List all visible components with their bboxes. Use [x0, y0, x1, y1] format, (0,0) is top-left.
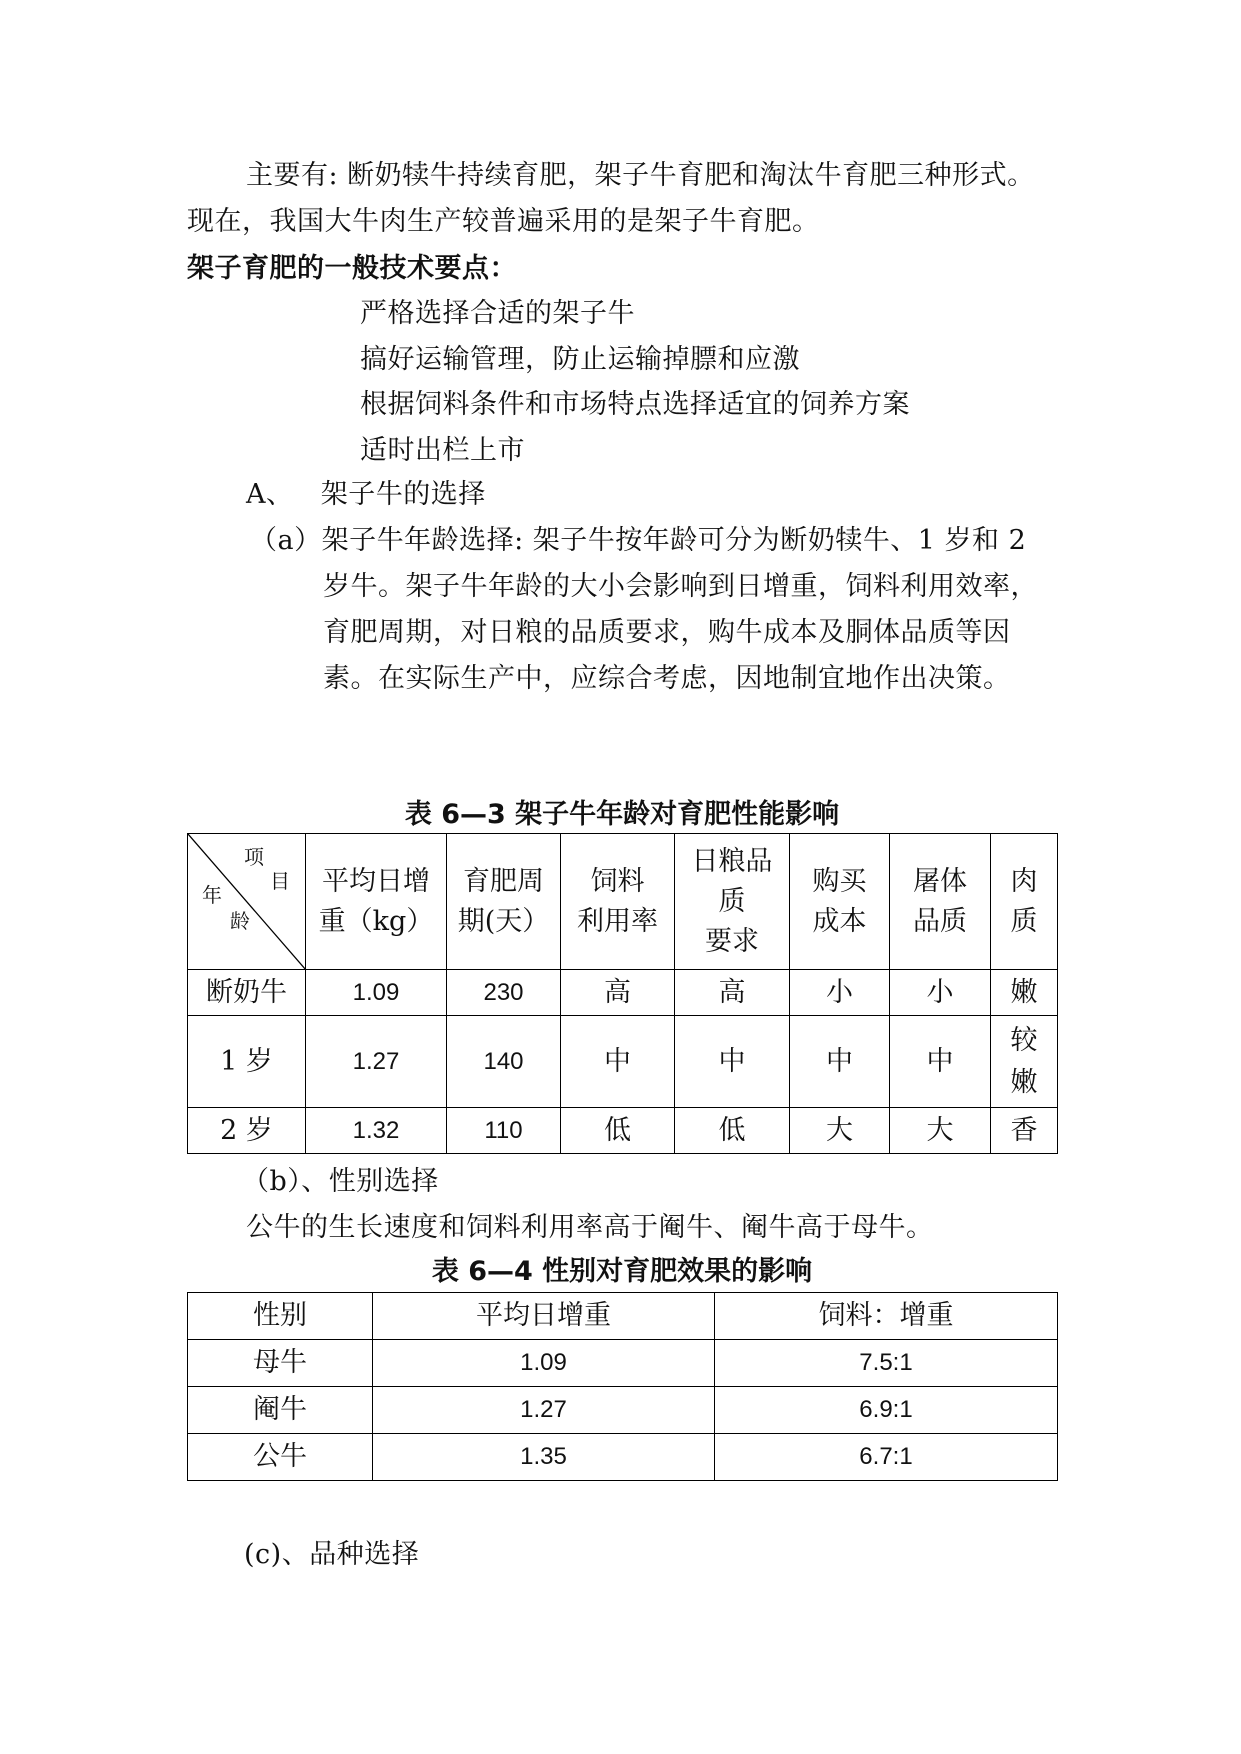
header-cell: 育肥周 期(天） — [447, 834, 561, 970]
table-cell: 6.7:1 — [715, 1434, 1058, 1481]
list-item: 适时出栏上市 — [360, 435, 525, 466]
table-cell: 小 — [790, 970, 890, 1016]
list-item: 根据饲料条件和市场特点选择适宜的饲养方案 — [360, 389, 910, 420]
table-cell: 1.27 — [306, 1016, 447, 1108]
header-cell: 日粮品 质 要求 — [675, 834, 790, 970]
subsection-heading: (c)、品种选择 — [244, 1539, 420, 1570]
header-cell: 屠体 品质 — [890, 834, 991, 970]
header-cell: 平均日增重 — [373, 1293, 715, 1340]
corner-label-left: 年 — [202, 883, 222, 907]
corner-header-cell — [188, 834, 306, 970]
subsection-heading: （b）、性别选择 — [242, 1166, 439, 1197]
corner-label-left2: 龄 — [230, 909, 250, 933]
table-row — [188, 1387, 1058, 1434]
table-cell: 中 — [790, 1016, 890, 1108]
table-cell: 中 — [890, 1016, 991, 1108]
table-cell: 嫩 — [991, 970, 1058, 1016]
paragraph-line: 育肥周期，对日粮的品质要求，购牛成本及胴体品质等因 — [323, 617, 1011, 648]
header-cell: 购买 成本 — [790, 834, 890, 970]
table-cell: 高 — [675, 970, 790, 1016]
table-row — [188, 1016, 1058, 1108]
table-header-row — [188, 1293, 1058, 1340]
paragraph-line: 素。在实际生产中，应综合考虑，因地制宜地作出决策。 — [323, 663, 1011, 694]
table-cell: 1.32 — [306, 1108, 447, 1154]
age-effect-table — [187, 833, 1058, 1154]
paragraph-line: 岁牛。架子牛年龄的大小会影响到日增重，饲料利用效率， — [323, 571, 1038, 602]
table-cell: 1.35 — [373, 1434, 715, 1481]
table-cell: 阉牛 — [188, 1387, 373, 1434]
paragraph-line: 主要有: 断奶犊牛持续育肥，架子牛育肥和淘汰牛育肥三种形式。 — [246, 160, 1035, 191]
table-cell: 高 — [561, 970, 675, 1016]
table-cell: 较嫩 — [991, 1016, 1058, 1108]
age-cell: 1 岁 — [188, 1016, 306, 1108]
table-cell: 低 — [675, 1108, 790, 1154]
table-cell: 230 — [447, 970, 561, 1016]
sex-effect-table — [187, 1292, 1058, 1481]
table-row — [188, 1108, 1058, 1154]
table-row — [188, 1340, 1058, 1387]
subsection-heading: A、 架子牛的选择 — [246, 479, 486, 510]
table-caption: 表 6—3 架子牛年龄对育肥性能影响 — [404, 799, 840, 830]
table-cell: 1.09 — [373, 1340, 715, 1387]
table-header-row — [188, 834, 1058, 970]
paragraph-line: 现在，我国大牛肉生产较普遍采用的是架子牛育肥。 — [187, 206, 820, 237]
table-row — [188, 970, 1058, 1016]
table-caption: 表 6—4 性别对育肥效果的影响 — [431, 1256, 813, 1287]
table-cell: 中 — [561, 1016, 675, 1108]
list-item: 严格选择合适的架子牛 — [360, 298, 635, 329]
corner-label-top2: 目 — [270, 869, 290, 893]
table-cell: 大 — [890, 1108, 991, 1154]
corner-label-top: 项 — [244, 845, 264, 869]
table-cell: 母牛 — [188, 1340, 373, 1387]
table-cell: 中 — [675, 1016, 790, 1108]
table-cell: 公牛 — [188, 1434, 373, 1481]
header-cell: 平均日增 重（kg） — [306, 834, 447, 970]
header-cell: 饲料 利用率 — [561, 834, 675, 970]
paragraph-line: 公牛的生长速度和饲料利用率高于阉牛、阉牛高于母牛。 — [246, 1212, 934, 1243]
list-item: 搞好运输管理，防止运输掉膘和应激 — [360, 344, 800, 375]
table-cell: 140 — [447, 1016, 561, 1108]
header-cell: 肉 质 — [991, 834, 1058, 970]
age-cell: 断奶牛 — [188, 970, 306, 1016]
table-cell: 110 — [447, 1108, 561, 1154]
age-cell: 2 岁 — [188, 1108, 306, 1154]
paragraph-line: （a）架子牛年龄选择: 架子牛按年龄可分为断奶犊牛、1 岁和 2 — [250, 525, 1027, 556]
table-cell: 香 — [991, 1108, 1058, 1154]
table-cell: 大 — [790, 1108, 890, 1154]
section-heading: 架子育肥的一般技术要点： — [187, 253, 517, 284]
table-cell: 1.09 — [306, 970, 447, 1016]
table-cell: 1.27 — [373, 1387, 715, 1434]
table-cell: 7.5:1 — [715, 1340, 1058, 1387]
header-cell: 饲料：增重 — [715, 1293, 1058, 1340]
table-cell: 低 — [561, 1108, 675, 1154]
table-cell: 小 — [890, 970, 991, 1016]
header-cell: 性别 — [188, 1293, 373, 1340]
table-row — [188, 1434, 1058, 1481]
table-cell: 6.9:1 — [715, 1387, 1058, 1434]
